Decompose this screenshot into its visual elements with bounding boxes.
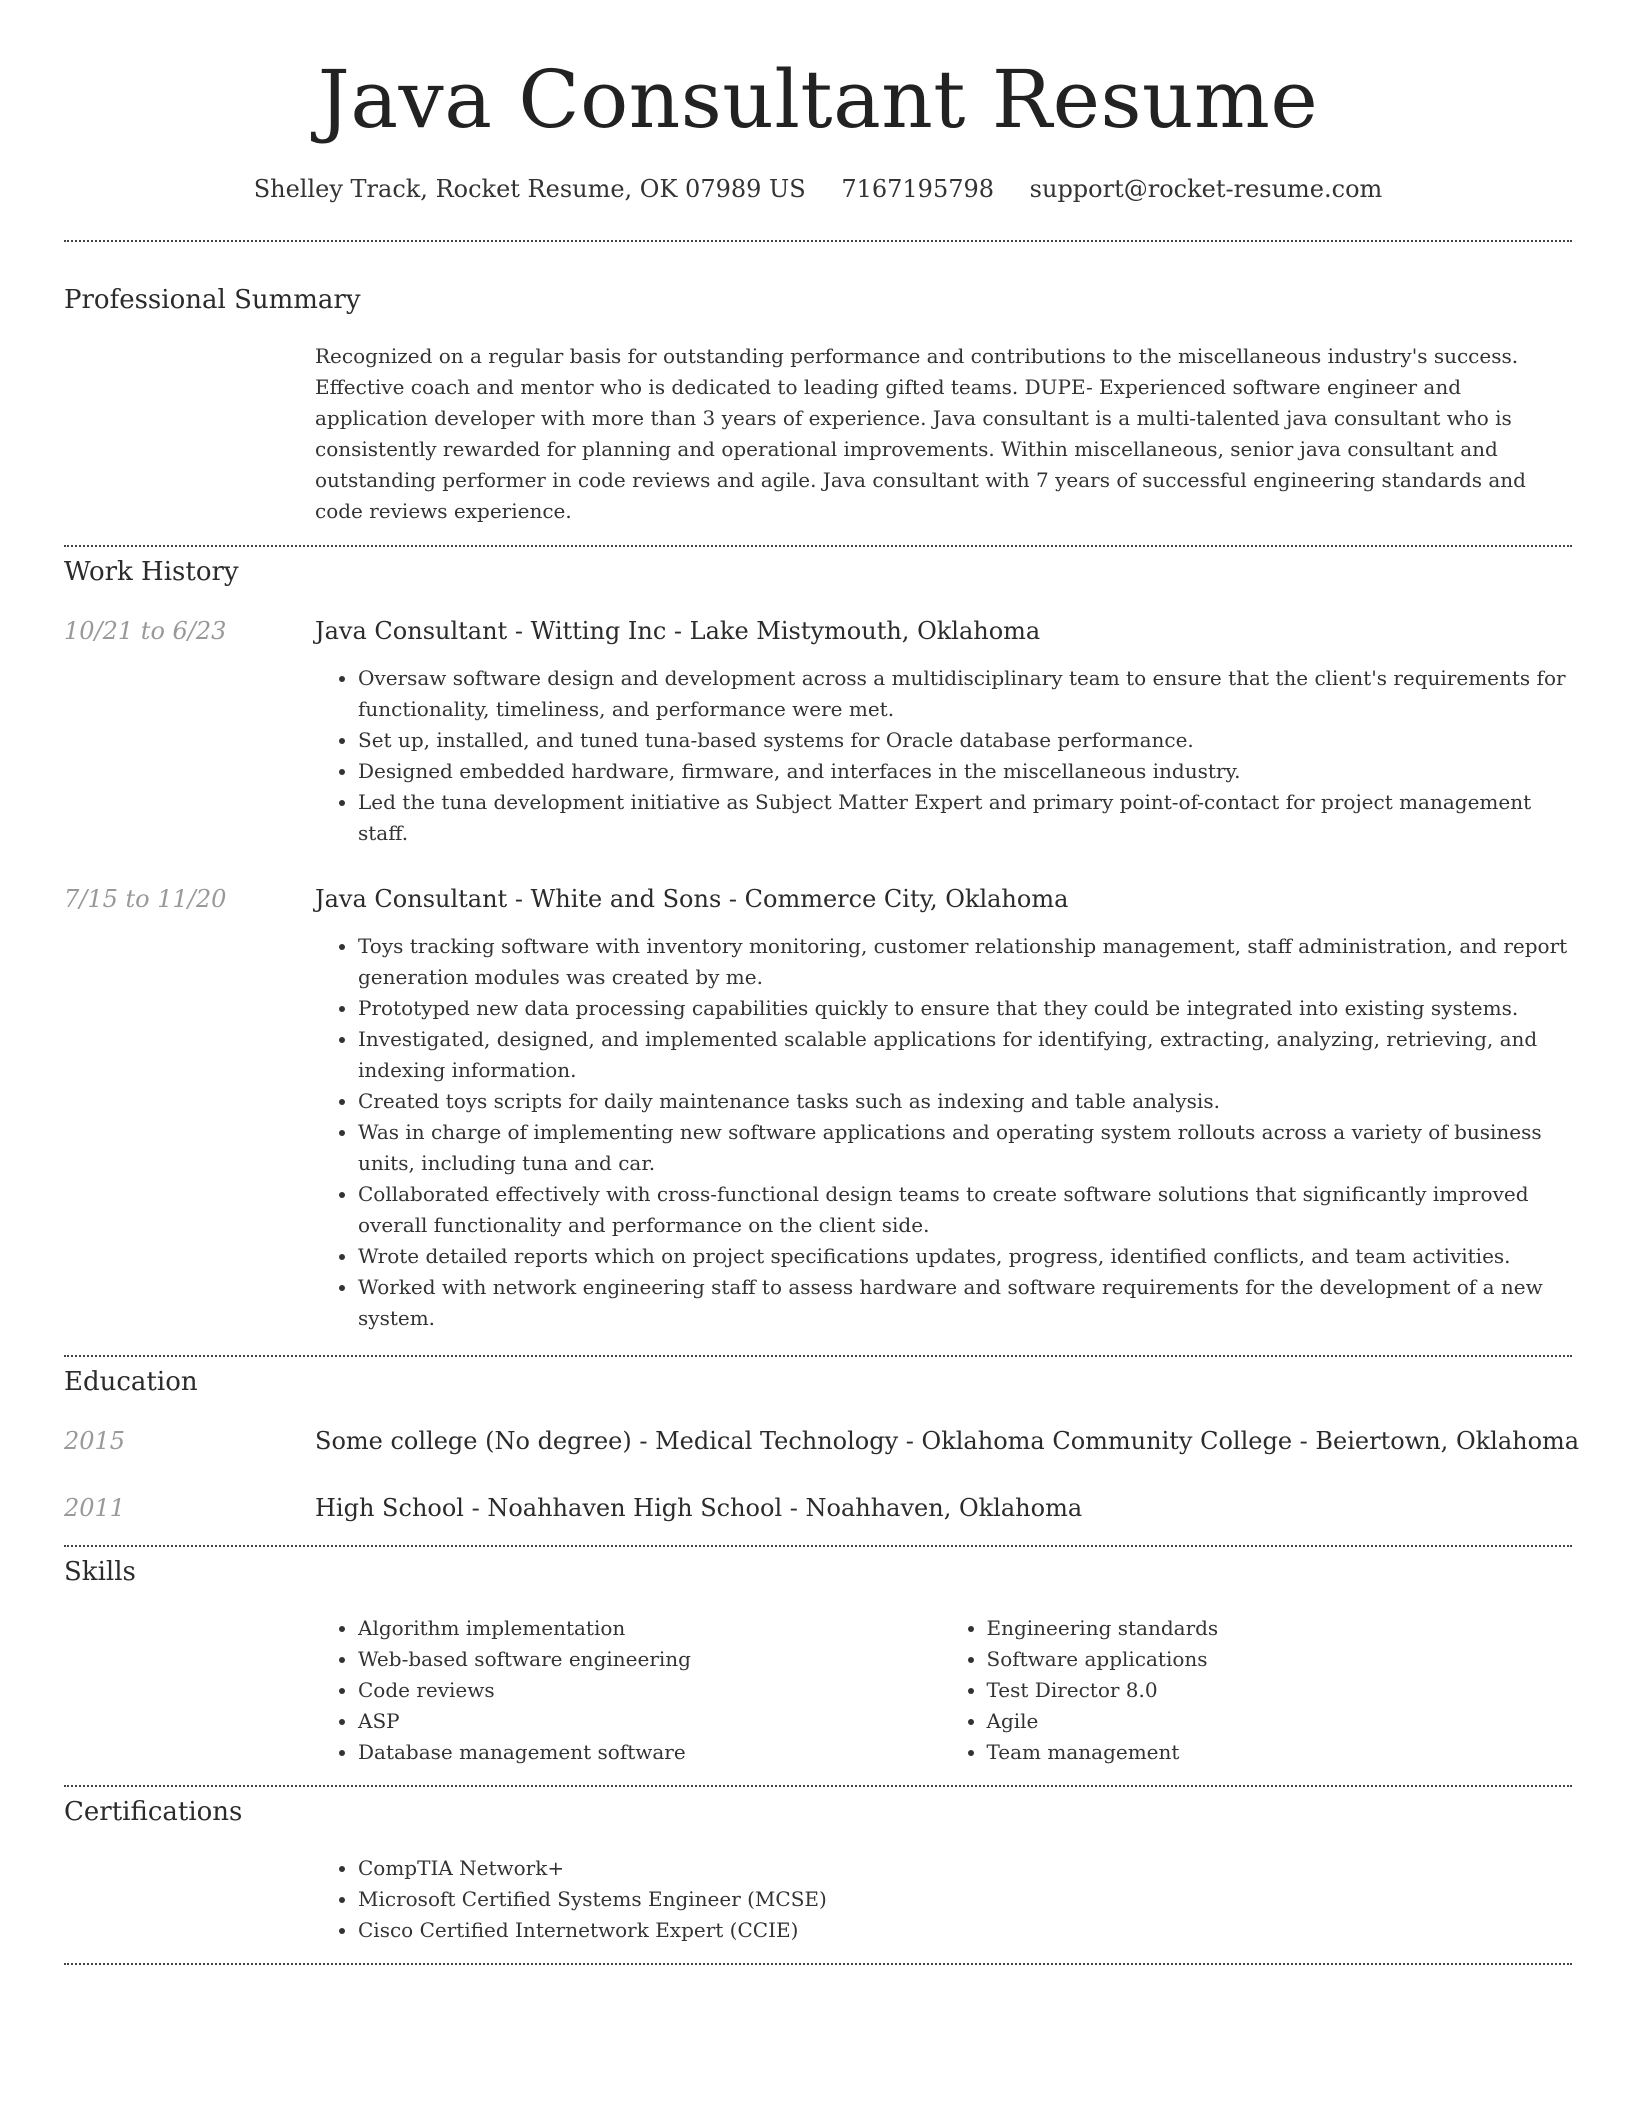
section-title-work: Work History: [64, 557, 239, 587]
resume-title: Java Consultant Resume: [317, 53, 1319, 146]
list-item: • Worked with network engineering staff to assess hardware and software requirements for the development of a new system.: [358, 1272, 1572, 1334]
job-entry: [315, 882, 1572, 1334]
section-title-certifications: Certifications: [64, 1797, 243, 1827]
list-item: • Agile: [987, 1706, 1573, 1737]
list-item: • Wrote detailed reports which on project specifications updates, progress, identified conflicts, and team activities.: [358, 1241, 1572, 1272]
education-year: 2015: [64, 1427, 126, 1455]
list-item: • Database management software: [358, 1737, 944, 1768]
job-title: Java Consultant - White and Sons - Commerce City, Oklahoma: [315, 885, 1069, 913]
section-title-education: Education: [64, 1367, 198, 1397]
list-item: • Was in charge of implementing new software applications and operating system rollouts across a variety of business units, including tuna and car.: [358, 1117, 1572, 1179]
job-entry: [315, 614, 1572, 849]
list-item: • Algorithm implementation: [358, 1613, 944, 1644]
divider: [64, 1785, 1572, 1787]
list-item: • Designed embedded hardware, firmware, and interfaces in the miscellaneous industry.: [358, 756, 1572, 787]
divider: [64, 1355, 1572, 1357]
skills-column-right: [944, 1613, 1573, 1768]
divider: [64, 545, 1572, 547]
divider: [64, 240, 1572, 242]
skills-column-left: [315, 1613, 944, 1768]
section-title-summary: Professional Summary: [64, 285, 361, 315]
list-item: • Engineering standards: [987, 1613, 1573, 1644]
divider: [64, 1963, 1572, 1965]
contact-line: [64, 172, 1572, 206]
education-year: 2011: [64, 1494, 126, 1522]
list-item: • Software applications: [987, 1644, 1573, 1675]
list-item: • Prototyped new data processing capabilities quickly to ensure that they could be integrated into existing systems.: [358, 993, 1572, 1024]
list-item: • Led the tuna development initiative as Subject Matter Expert and primary point-of-contact for project management staff.: [358, 787, 1572, 849]
job-title: Java Consultant - Witting Inc - Lake Mistymouth, Oklahoma: [315, 617, 1041, 645]
education-entry: Some college (No degree) - Medical Technology - Oklahoma Community College - Beiertown, Oklahoma: [315, 1427, 1580, 1455]
summary-body: [315, 341, 1572, 527]
education-entry: High School - Noahhaven High School - Noahhaven, Oklahoma: [315, 1494, 1083, 1522]
summary-text: Recognized on a regular basis for outstanding performance and contributions to the miscellaneous industry's success. Effective coach and mentor who is dedicated to leading gifted teams. DUPE- Experienced software engineer and application developer with more than 3 years of experience. Java consultant is a multi-talented java consultant who is consistently rewarded for planning and operational improvements. Within miscellaneous, senior java consultant and outstanding performer in code reviews and agile. Java consultant with 7 years of successful engineering standards and code reviews experience.: [315, 344, 1526, 523]
contact-address: Shelley Track, Rocket Resume, OK 07989 US: [253, 175, 806, 203]
list-item: • ASP: [358, 1706, 944, 1737]
contact-phone: 7167195798: [841, 175, 995, 203]
list-item: • Microsoft Certified Systems Engineer (MCSE): [358, 1884, 1572, 1915]
list-item: • Code reviews: [358, 1675, 944, 1706]
job-bullets: [315, 663, 1572, 849]
section-title-skills: Skills: [64, 1557, 136, 1587]
certifications-list: [315, 1853, 1572, 1946]
job-bullets: [315, 931, 1572, 1334]
job-dates: 7/15 to 11/20: [64, 885, 227, 913]
job-dates: 10/21 to 6/23: [64, 617, 227, 645]
list-item: • Created toys scripts for daily maintenance tasks such as indexing and table analysis.: [358, 1086, 1572, 1117]
list-item: • Team management: [987, 1737, 1573, 1768]
list-item: • Collaborated effectively with cross-functional design teams to create software solutions that significantly improved overall functionality and performance on the client side.: [358, 1179, 1572, 1241]
list-item: • CompTIA Network+: [358, 1853, 1572, 1884]
list-item: • Test Director 8.0: [987, 1675, 1573, 1706]
certifications-body: [315, 1853, 1572, 1946]
list-item: • Investigated, designed, and implemented scalable applications for identifying, extracting, analyzing, retrieving, and indexing information.: [358, 1024, 1572, 1086]
list-item: • Cisco Certified Internetwork Expert (CCIE): [358, 1915, 1572, 1946]
list-item: • Web-based software engineering: [358, 1644, 944, 1675]
skills-list: [315, 1613, 1572, 1768]
list-item: • Oversaw software design and development across a multidisciplinary team to ensure that the client's requirements for functionality, timeliness, and performance were met.: [358, 663, 1572, 725]
list-item: • Set up, installed, and tuned tuna-based systems for Oracle database performance.: [358, 725, 1572, 756]
list-item: • Toys tracking software with inventory monitoring, customer relationship management, staff administration, and report generation modules was created by me.: [358, 931, 1572, 993]
contact-email: support@rocket-resume.com: [1029, 175, 1383, 203]
divider: [64, 1545, 1572, 1547]
